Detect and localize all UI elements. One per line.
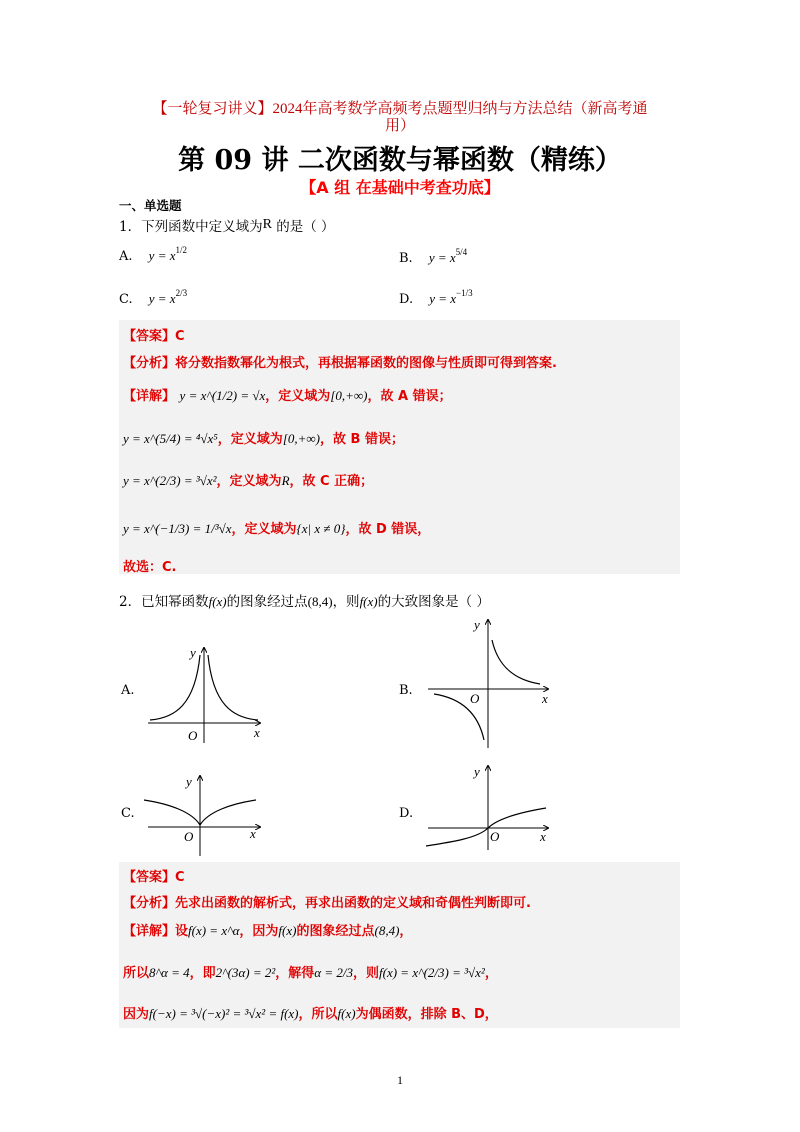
graph-b xyxy=(420,612,560,752)
q1-option-b xyxy=(399,247,468,266)
q1-detail-line-4 xyxy=(123,518,430,537)
graph-a xyxy=(140,640,270,745)
detail-text: ，故 D 错误， xyxy=(345,522,431,537)
detail-domain: R xyxy=(281,473,290,488)
detail-text: ，故 B 错误； xyxy=(320,432,404,447)
q2-stem-math: f(x) xyxy=(359,594,378,609)
curve-right xyxy=(492,640,540,684)
y-label: y xyxy=(474,764,480,779)
q1-stem-after: 的是（ ） xyxy=(271,219,335,235)
detail-domain: {x| x ≠ 0} xyxy=(296,521,346,536)
option-math xyxy=(429,288,473,306)
curve-left xyxy=(150,655,200,720)
option-exp: 2/3 xyxy=(175,288,188,298)
origin-label: O xyxy=(184,829,194,844)
detail-label: 【详解】设 xyxy=(123,924,189,939)
y-label: y xyxy=(186,774,192,789)
graph-d xyxy=(422,760,557,852)
detail-math: f(x) = x^(2/3) = ³√x² xyxy=(379,965,485,980)
y-label: y xyxy=(190,645,196,660)
option-label: C. xyxy=(119,292,133,307)
detail-text: ，所以 xyxy=(298,1007,338,1022)
q2-option-b-label: B. xyxy=(399,683,413,698)
detail-text: ，故 C 正确； xyxy=(289,474,374,489)
y-label: y xyxy=(474,617,480,632)
detail-text: ，定义域为 xyxy=(216,474,282,489)
detail-text: ，定义域为 xyxy=(217,432,283,447)
q2-option-d-label: D. xyxy=(399,806,414,821)
q2-detail-line-1 xyxy=(123,920,412,939)
q2-stem-math: f(x) xyxy=(208,594,227,609)
q1-option-c xyxy=(119,288,188,307)
curve-left xyxy=(144,800,200,825)
detail-math: α = 2/3 xyxy=(314,965,353,980)
q2-stem-text: ，则 xyxy=(332,594,360,610)
question-2-stem xyxy=(119,590,490,610)
option-label: A. xyxy=(119,249,133,264)
q2-analysis: 【分析】先求出函数的解析式，再求出函数的定义域和奇偶性判断即可. xyxy=(123,896,531,911)
detail-math: f(x) = x^α xyxy=(188,923,240,938)
option-math xyxy=(428,247,468,265)
detail-math: y = x^(1/2) = √x xyxy=(179,388,266,403)
document-header xyxy=(110,101,690,135)
option-base: y = x xyxy=(148,248,176,263)
q1-answer-label: 【答案】C xyxy=(123,329,185,344)
q1-detail-line-3 xyxy=(123,470,373,489)
curve xyxy=(426,808,546,846)
detail-domain: [0,+∞) xyxy=(330,388,368,403)
origin-label: O xyxy=(470,691,480,706)
detail-text: ，即 xyxy=(189,966,216,981)
q2-option-a-label: A. xyxy=(121,683,135,698)
option-math xyxy=(148,245,187,263)
q1-conclusion: 故选：C. xyxy=(123,560,177,575)
option-exp: 5/4 xyxy=(455,247,468,257)
option-base: y = x xyxy=(428,250,456,265)
detail-text: ，故 A 错误； xyxy=(367,389,452,404)
origin-label: O xyxy=(490,829,500,844)
detail-math: (8,4) xyxy=(374,923,400,938)
q1-option-d xyxy=(399,288,473,307)
option-base: y = x xyxy=(148,291,176,306)
q2-stem-text: 2．已知幂函数 xyxy=(119,594,209,610)
q2-detail-line-2 xyxy=(123,962,498,981)
option-label: B. xyxy=(399,251,413,266)
header-line-2: 用） xyxy=(384,118,415,134)
option-exp: −1/3 xyxy=(456,288,473,298)
detail-text: ， xyxy=(484,966,498,981)
detail-text: ，则 xyxy=(353,966,380,981)
page-subtitle: 【A 组 在基础中考查功底】 xyxy=(300,178,500,197)
detail-math: 2^(3α) = 2² xyxy=(215,965,276,980)
detail-math: y = x^(−1/3) = 1/³√x xyxy=(123,521,232,536)
option-math xyxy=(148,288,188,306)
detail-domain: [0,+∞) xyxy=(282,431,320,446)
curve-right xyxy=(208,655,258,720)
q2-option-c-label: C. xyxy=(121,806,135,821)
q1-stem-before: 1．下列函数中定义域为 xyxy=(119,219,263,235)
option-base: y = x xyxy=(429,291,457,306)
detail-math: y = x^(2/3) = ³√x² xyxy=(123,473,217,488)
detail-math: y = x^(5/4) = ⁴√x⁵ xyxy=(123,431,218,446)
detail-text: 的图象经过点 xyxy=(296,924,375,939)
detail-text: 因为 xyxy=(123,1007,150,1022)
q2-answer-label: 【答案】C xyxy=(123,870,185,885)
detail-text: 为偶函数，排除 B、D， xyxy=(355,1007,498,1022)
x-label: x xyxy=(540,829,546,844)
origin-label: O xyxy=(188,728,198,743)
detail-text: ，解得 xyxy=(275,966,315,981)
option-exp: 1/2 xyxy=(175,245,187,255)
question-1-stem xyxy=(119,215,335,236)
detail-text: ，定义域为 xyxy=(231,522,297,537)
graph-c xyxy=(140,770,270,858)
q2-stem-text: 的大致图象是（ ） xyxy=(377,594,490,610)
detail-math: 8^α = 4 xyxy=(149,965,190,980)
page-title: 第 09 讲 二次函数与幂函数（精练） xyxy=(178,145,622,176)
q1-detail-line-2 xyxy=(123,428,404,447)
curve-right xyxy=(200,800,256,825)
detail-label: 【详解】 xyxy=(123,389,176,404)
q1-stem-R: R xyxy=(262,217,272,232)
q2-detail-line-3 xyxy=(123,1003,498,1022)
detail-text: ，因为 xyxy=(239,924,279,939)
q1-detail-line-1 xyxy=(123,385,452,404)
q1-analysis: 【分析】将分数指数幂化为根式，再根据幂函数的图像与性质即可得到答案. xyxy=(123,356,557,371)
detail-text: ，定义域为 xyxy=(265,389,331,404)
q1-option-a xyxy=(119,245,187,264)
detail-text: ， xyxy=(399,924,413,939)
option-label: D. xyxy=(399,292,414,307)
q2-stem-math: (8,4) xyxy=(307,594,333,609)
detail-math: f(−x) = ³√(−x)² = ³√x² = f(x) xyxy=(149,1006,299,1021)
header-line-1: 【一轮复习讲义】2024年高考数学高频考点题型归纳与方法总结（新高考通 xyxy=(152,101,648,117)
detail-text: 所以 xyxy=(123,966,150,981)
x-label: x xyxy=(542,691,548,706)
detail-math: f(x) xyxy=(337,1006,356,1021)
section-heading: 一、单选题 xyxy=(119,198,182,213)
x-label: x xyxy=(254,725,260,740)
page-number: 1 xyxy=(397,1073,403,1087)
x-label: x xyxy=(250,826,256,841)
q2-stem-text: 的图象经过点 xyxy=(226,594,308,610)
detail-math: f(x) xyxy=(278,923,297,938)
